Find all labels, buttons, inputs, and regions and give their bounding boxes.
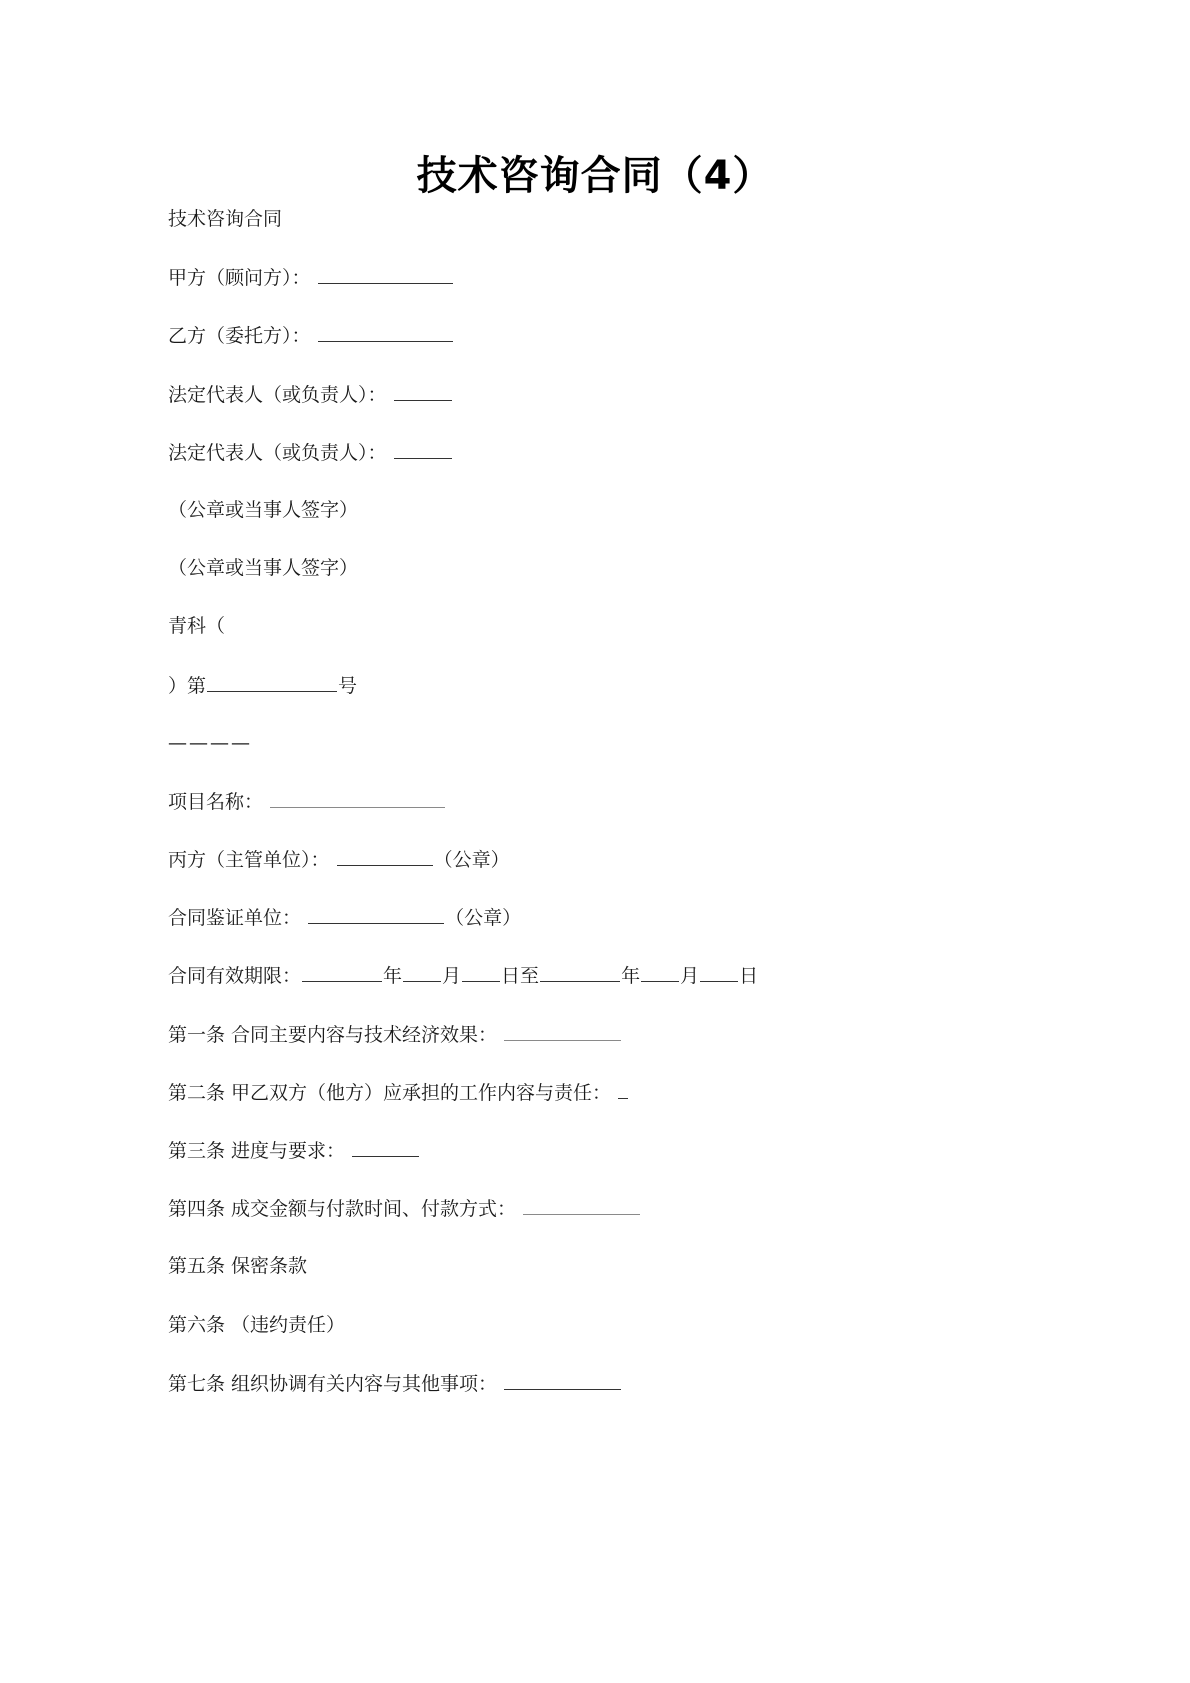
dash-rule: ———— <box>168 731 252 754</box>
start-year-blank[interactable] <box>302 961 382 982</box>
party-c-blank[interactable] <box>337 845 433 866</box>
article-3-blank[interactable] <box>352 1136 419 1157</box>
seal-2-line <box>168 554 1028 612</box>
end-month-blank[interactable] <box>641 961 679 982</box>
project-name-line <box>168 787 1028 845</box>
start-day-unit: 日至 <box>501 965 540 988</box>
legal-rep-1-line <box>168 380 1028 438</box>
subtitle-line <box>168 205 1028 263</box>
seal-2-text: （公章或当事人签字） <box>168 557 359 580</box>
end-day-blank[interactable] <box>700 961 738 982</box>
qingke-text: 青科（ <box>168 615 226 638</box>
article-7-blank[interactable] <box>504 1369 621 1390</box>
start-month-blank[interactable] <box>403 961 441 982</box>
article-3-label: 第三条 进度与要求： <box>168 1140 346 1162</box>
article-2-blank[interactable] <box>618 1078 628 1099</box>
article-7-line <box>168 1369 1028 1427</box>
party-c-line <box>168 845 1028 903</box>
start-month-unit: 月 <box>442 965 462 988</box>
validity-label: 合同有效期限： <box>168 965 302 988</box>
legal-rep-1-label: 法定代表人（或负责人）： <box>168 383 387 406</box>
article-4-label: 第四条 成交金额与付款时间、付款方式： <box>168 1198 517 1221</box>
article-4-blank[interactable] <box>523 1194 640 1215</box>
project-name-label: 项目名称： <box>168 790 264 813</box>
seal-1-text: （公章或当事人签字） <box>168 498 359 521</box>
contract-number-prefix: ）第 <box>168 674 207 697</box>
party-a-blank[interactable] <box>318 263 453 284</box>
article-2-line <box>168 1078 1028 1136</box>
dash-rule-line <box>168 729 1028 787</box>
party-b-label: 乙方（委托方）： <box>168 325 311 348</box>
end-year-unit: 年 <box>621 965 641 988</box>
project-name-blank[interactable] <box>270 787 445 808</box>
document-title: 技术咨询合同（4） <box>416 153 774 199</box>
subtitle-text: 技术咨询合同 <box>168 208 283 230</box>
article-4-line <box>168 1194 1028 1252</box>
contract-number-line <box>168 671 1028 729</box>
verification-unit-blank[interactable] <box>308 903 444 924</box>
contract-number-blank[interactable] <box>207 671 337 692</box>
end-day-unit: 日 <box>739 965 759 988</box>
party-b-blank[interactable] <box>318 321 453 342</box>
article-1-blank[interactable] <box>504 1020 621 1041</box>
article-5-text: 第五条 保密条款 <box>168 1255 308 1278</box>
contract-number-suffix: 号 <box>338 674 358 697</box>
verification-unit-label: 合同鉴证单位： <box>168 907 302 930</box>
party-c-label: 丙方（主管单位）： <box>168 849 330 872</box>
end-year-blank[interactable] <box>540 961 620 982</box>
document-body <box>168 205 1028 1427</box>
legal-rep-2-label: 法定代表人（或负责人）： <box>168 441 387 464</box>
article-6-line <box>168 1311 1028 1369</box>
verification-unit-line <box>168 903 1028 961</box>
seal-1-line <box>168 496 1028 554</box>
legal-rep-2-line <box>168 438 1028 496</box>
party-b-line <box>168 321 1028 379</box>
verification-unit-seal: （公章） <box>445 907 522 930</box>
qingke-line <box>168 612 1028 670</box>
article-7-label: 第七条 组织协调有关内容与其他事项： <box>168 1372 498 1395</box>
party-a-line <box>168 263 1028 321</box>
party-c-seal: （公章） <box>433 849 510 872</box>
validity-line <box>168 961 1028 1019</box>
legal-rep-2-blank[interactable] <box>394 438 452 459</box>
article-1-line <box>168 1020 1028 1078</box>
article-5-line <box>168 1252 1028 1310</box>
legal-rep-1-blank[interactable] <box>394 380 452 401</box>
article-3-line <box>168 1136 1028 1194</box>
start-year-unit: 年 <box>383 965 403 988</box>
start-day-blank[interactable] <box>462 961 500 982</box>
article-2-label: 第二条 甲乙双方（他方）应承担的工作内容与责任： <box>168 1081 612 1104</box>
end-month-unit: 月 <box>680 965 700 988</box>
party-a-label: 甲方（顾问方）： <box>168 267 311 290</box>
article-6-text: 第六条 （违约责任） <box>168 1313 346 1336</box>
article-1-label: 第一条 合同主要内容与技术经济效果： <box>168 1023 498 1046</box>
